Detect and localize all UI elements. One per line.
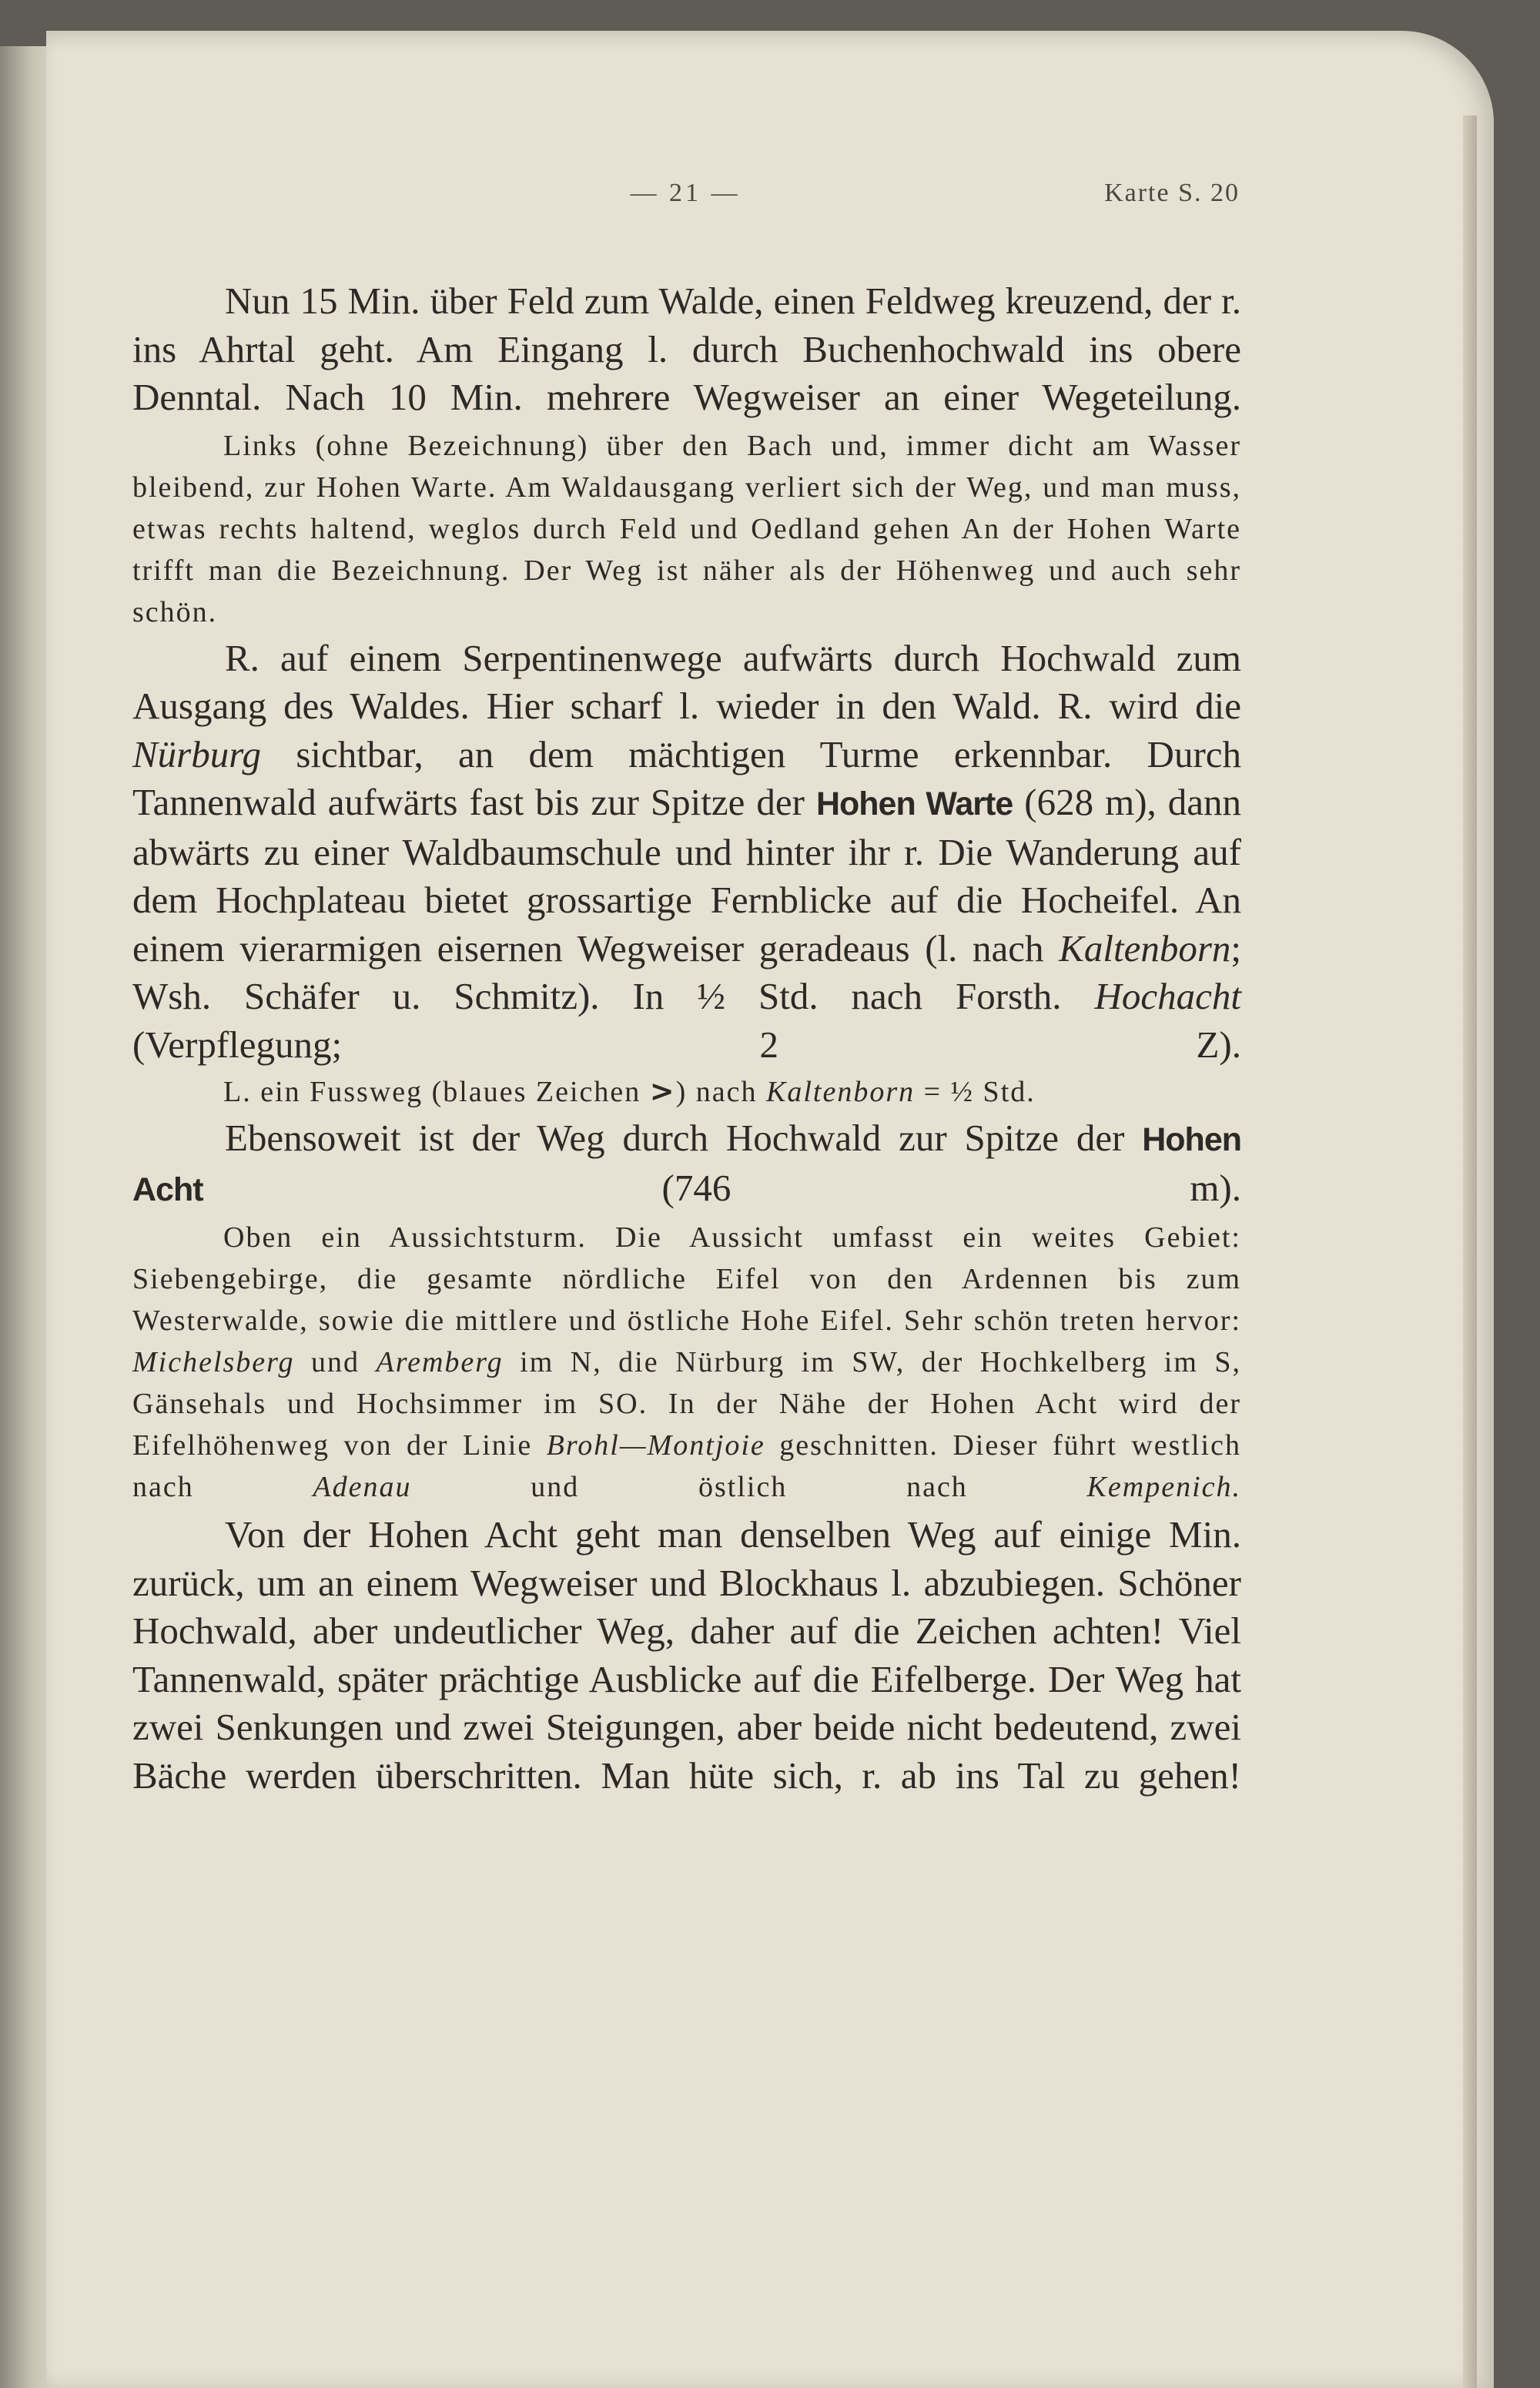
- place-name-italic: Brohl—Montjoie: [546, 1429, 765, 1462]
- page-number: — 21 —: [630, 179, 741, 207]
- place-name-italic: Kaltenborn: [1059, 926, 1231, 970]
- page-edge: [1463, 116, 1477, 2388]
- landmark-bold: Hohen Warte: [815, 785, 1013, 822]
- paragraph-text: Von der Hohen Acht geht man denselben Weg auf einige Min. zurück, um an einem Wegweiser und Blockhaus l. abzubiegen. Schöner Hochwald, aber undeutlicher Weg, daher auf die Zeichen achten! Viel Tannenwald, später prächtige Ausblicke auf die Eifelberge. Der Weg hat zwei Senkungen und zwei Steigungen, aber beide nicht bedeutend, zwei Bäche werden überschritten. Man hüte sich, r. ab ins Tal zu gehen!: [132, 1513, 1241, 1797]
- paragraph-hohe-acht: Ebensoweit ist der Weg durch Hochwald zur Spitze der Hohen Acht (746 m).: [132, 1117, 1242, 1209]
- place-name-italic: Nürburg: [132, 732, 262, 775]
- paragraph-text: Nun 15 Min. über Feld zum Walde, einen Feldweg kreuzend, der r. ins Ahrtal geht. Am Eingang l. durch Buchenhochwald ins obere Denntal. Nach 10 Min. mehrere Wegweiser an einer Wegeteilung.: [132, 280, 1241, 418]
- paragraph-return-route: [132, 1511, 1241, 1800]
- place-name-italic: Michelsberg: [132, 1346, 295, 1378]
- place-name-italic: Kaltenborn: [766, 1076, 916, 1108]
- page-body: [132, 277, 1241, 1800]
- note-text: Links (ohne Bezeichnung) über den Bach und, immer dicht am Wasser bleibend, zur Hohen Warte. Am Waldausgang verliert sich der Weg, und man muss, etwas rechts haltend, weglos durch Feld und Oedland gehen An der Hohen Warte trifft man die Bezeichnung. Der Weg ist näher als der Höhenweg und auch sehr schön.: [132, 429, 1241, 628]
- paragraph-route-start: [132, 277, 1241, 422]
- note-left-route: [132, 425, 1241, 633]
- map-reference: Karte S. 20: [1104, 179, 1240, 207]
- note-viewpoint: Oben ein Aussichtsturm. Die Aussicht umfasst ein weites Gebiet: Siebengebirge, die gesamte nördliche Eifel von den Ardennen bis zum Westerwalde, sowie die mittlere und östliche Hohe Eifel. Sehr schön treten hervor: Michelsberg und Aremberg im N, die Nürburg im SW, der Hochkelberg im S, Gänsehals und Hochsimmer im SO. In der Nähe der Hohen Acht wird der Eifelhöhenweg von der Linie Brohl—Montjoie geschnitten. Dieser führt westlich nach Adenau und östlich nach Kempenich.: [132, 1221, 1242, 1503]
- running-header: [0, 179, 1540, 225]
- place-name-italic: Hochacht: [1094, 975, 1241, 1017]
- paragraph-hohe-warte: R. auf einem Serpentinenwege aufwärts durch Hochwald zum Ausgang des Waldes. Hier scharf l. wieder in den Wald. R. wird die Nürburg sichtbar, an dem mächtigen Turme erkennbar. Durch Tannenwald aufwärts fast bis zur Spitze der Hohen Warte (628 m), dann abwärts zu einer Waldbaumschule und hinter ihr r. Die Wanderung auf dem Hochplateau bietet grossartige Fernblicke auf die Hocheifel. An einem vierarmigen eisernen Wegweiser geradeaus (l. nach Kaltenborn; Wsh. Schäfer u. Schmitz). In ½ Std. nach Forsth. Hochacht (Verpflegung; 2 Z).: [132, 636, 1242, 1066]
- place-name-italic: Adenau: [313, 1471, 412, 1503]
- landmark-bold: Hohen Acht: [132, 1121, 1242, 1208]
- place-name-italic: Aremberg: [376, 1346, 504, 1378]
- note-footpath: L. ein Fussweg (blaues Zeichen >) nach Kaltenborn = ½ Std.: [223, 1074, 1036, 1108]
- blue-sign-icon: >: [649, 1074, 676, 1108]
- place-name-italic: Kempenich.: [1086, 1471, 1241, 1503]
